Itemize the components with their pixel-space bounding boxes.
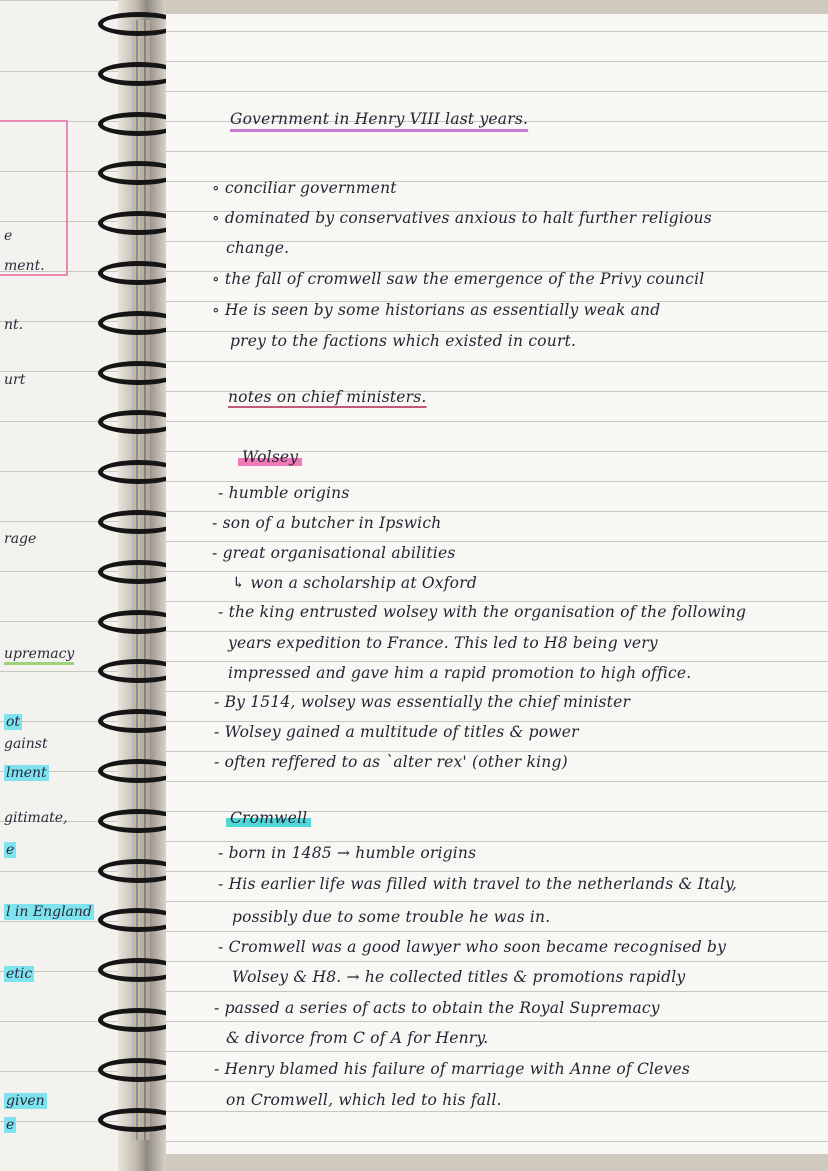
bullet-line: change. — [226, 239, 290, 257]
cromwell-line: - Cromwell was a good lawyer who soon became recognised by — [218, 938, 727, 956]
bullet-line: ∘ the fall of cromwell saw the emergence of the Privy council — [212, 270, 705, 288]
wolsey-line: - humble origins — [218, 484, 350, 502]
bullet-line: ∘ conciliar government — [212, 179, 397, 197]
wolsey-line: - Wolsey gained a multitude of titles & power — [214, 723, 579, 741]
right-page — [166, 14, 828, 1154]
left-fragment: lment — [6, 765, 47, 781]
wolsey-line: - son of a butcher in Ipswich — [212, 514, 442, 532]
left-fragment: e — [4, 228, 13, 244]
cromwell-line: - born in 1485 → humble origins — [218, 844, 477, 862]
left-fragment: nt. — [4, 317, 24, 333]
left-fragment: etic — [6, 966, 33, 982]
left-fragment: gainst — [4, 736, 48, 752]
section-subtitle: notes on chief ministers. — [228, 388, 427, 406]
left-fragment: gitimate, — [4, 810, 68, 826]
wolsey-line: - often reffered to as `alter rex' (other king) — [214, 753, 568, 771]
cromwell-line: & divorce from C of A for Henry. — [226, 1029, 489, 1047]
wolsey-line: - By 1514, wolsey was essentially the chief minister — [214, 693, 631, 711]
wolsey-heading: Wolsey — [238, 448, 302, 466]
wolsey-line: ↳ won a scholarship at Oxford — [232, 574, 477, 592]
cromwell-line: - passed a series of acts to obtain the Royal Supremacy — [214, 999, 660, 1017]
cromwell-line: - His earlier life was filled with travel to the netherlands & Italy, — [218, 875, 738, 893]
left-fragment: urt — [4, 372, 26, 388]
cromwell-line: possibly due to some trouble he was in. — [232, 908, 551, 926]
wolsey-line: - the king entrusted wolsey with the organisation of the following — [218, 603, 747, 621]
left-fragment: l in England — [6, 904, 92, 920]
wolsey-line: years expedition to France. This led to H8 being very — [228, 634, 658, 652]
cromwell-line: Wolsey & H8. → he collected titles & promotions rapidly — [232, 968, 686, 986]
cromwell-heading: Cromwell — [226, 809, 311, 827]
pink-box-outline — [0, 120, 68, 276]
bullet-line: ∘ dominated by conservatives anxious to halt further religious — [212, 209, 712, 227]
bullet-line: ∘ He is seen by some historians as essentially weak and — [212, 301, 661, 319]
left-fragment: e — [6, 842, 15, 858]
left-fragment: e — [6, 1117, 15, 1133]
left-fragment: given — [6, 1093, 45, 1109]
left-fragment: upremacy — [4, 646, 74, 665]
wolsey-line: impressed and gave him a rapid promotion to high office. — [228, 664, 692, 682]
cromwell-line: - Henry blamed his failure of marriage with Anne of Cleves — [214, 1060, 691, 1078]
wolsey-line: - great organisational abilities — [212, 544, 456, 562]
left-fragment: ot — [6, 714, 21, 730]
left-fragment: ment. — [4, 258, 45, 274]
page-title: Government in Henry VIII last years. — [230, 110, 529, 128]
bullet-line: prey to the factions which existed in court. — [230, 332, 577, 350]
cromwell-line: on Cromwell, which led to his fall. — [226, 1091, 502, 1109]
left-fragment: rage — [4, 531, 37, 547]
